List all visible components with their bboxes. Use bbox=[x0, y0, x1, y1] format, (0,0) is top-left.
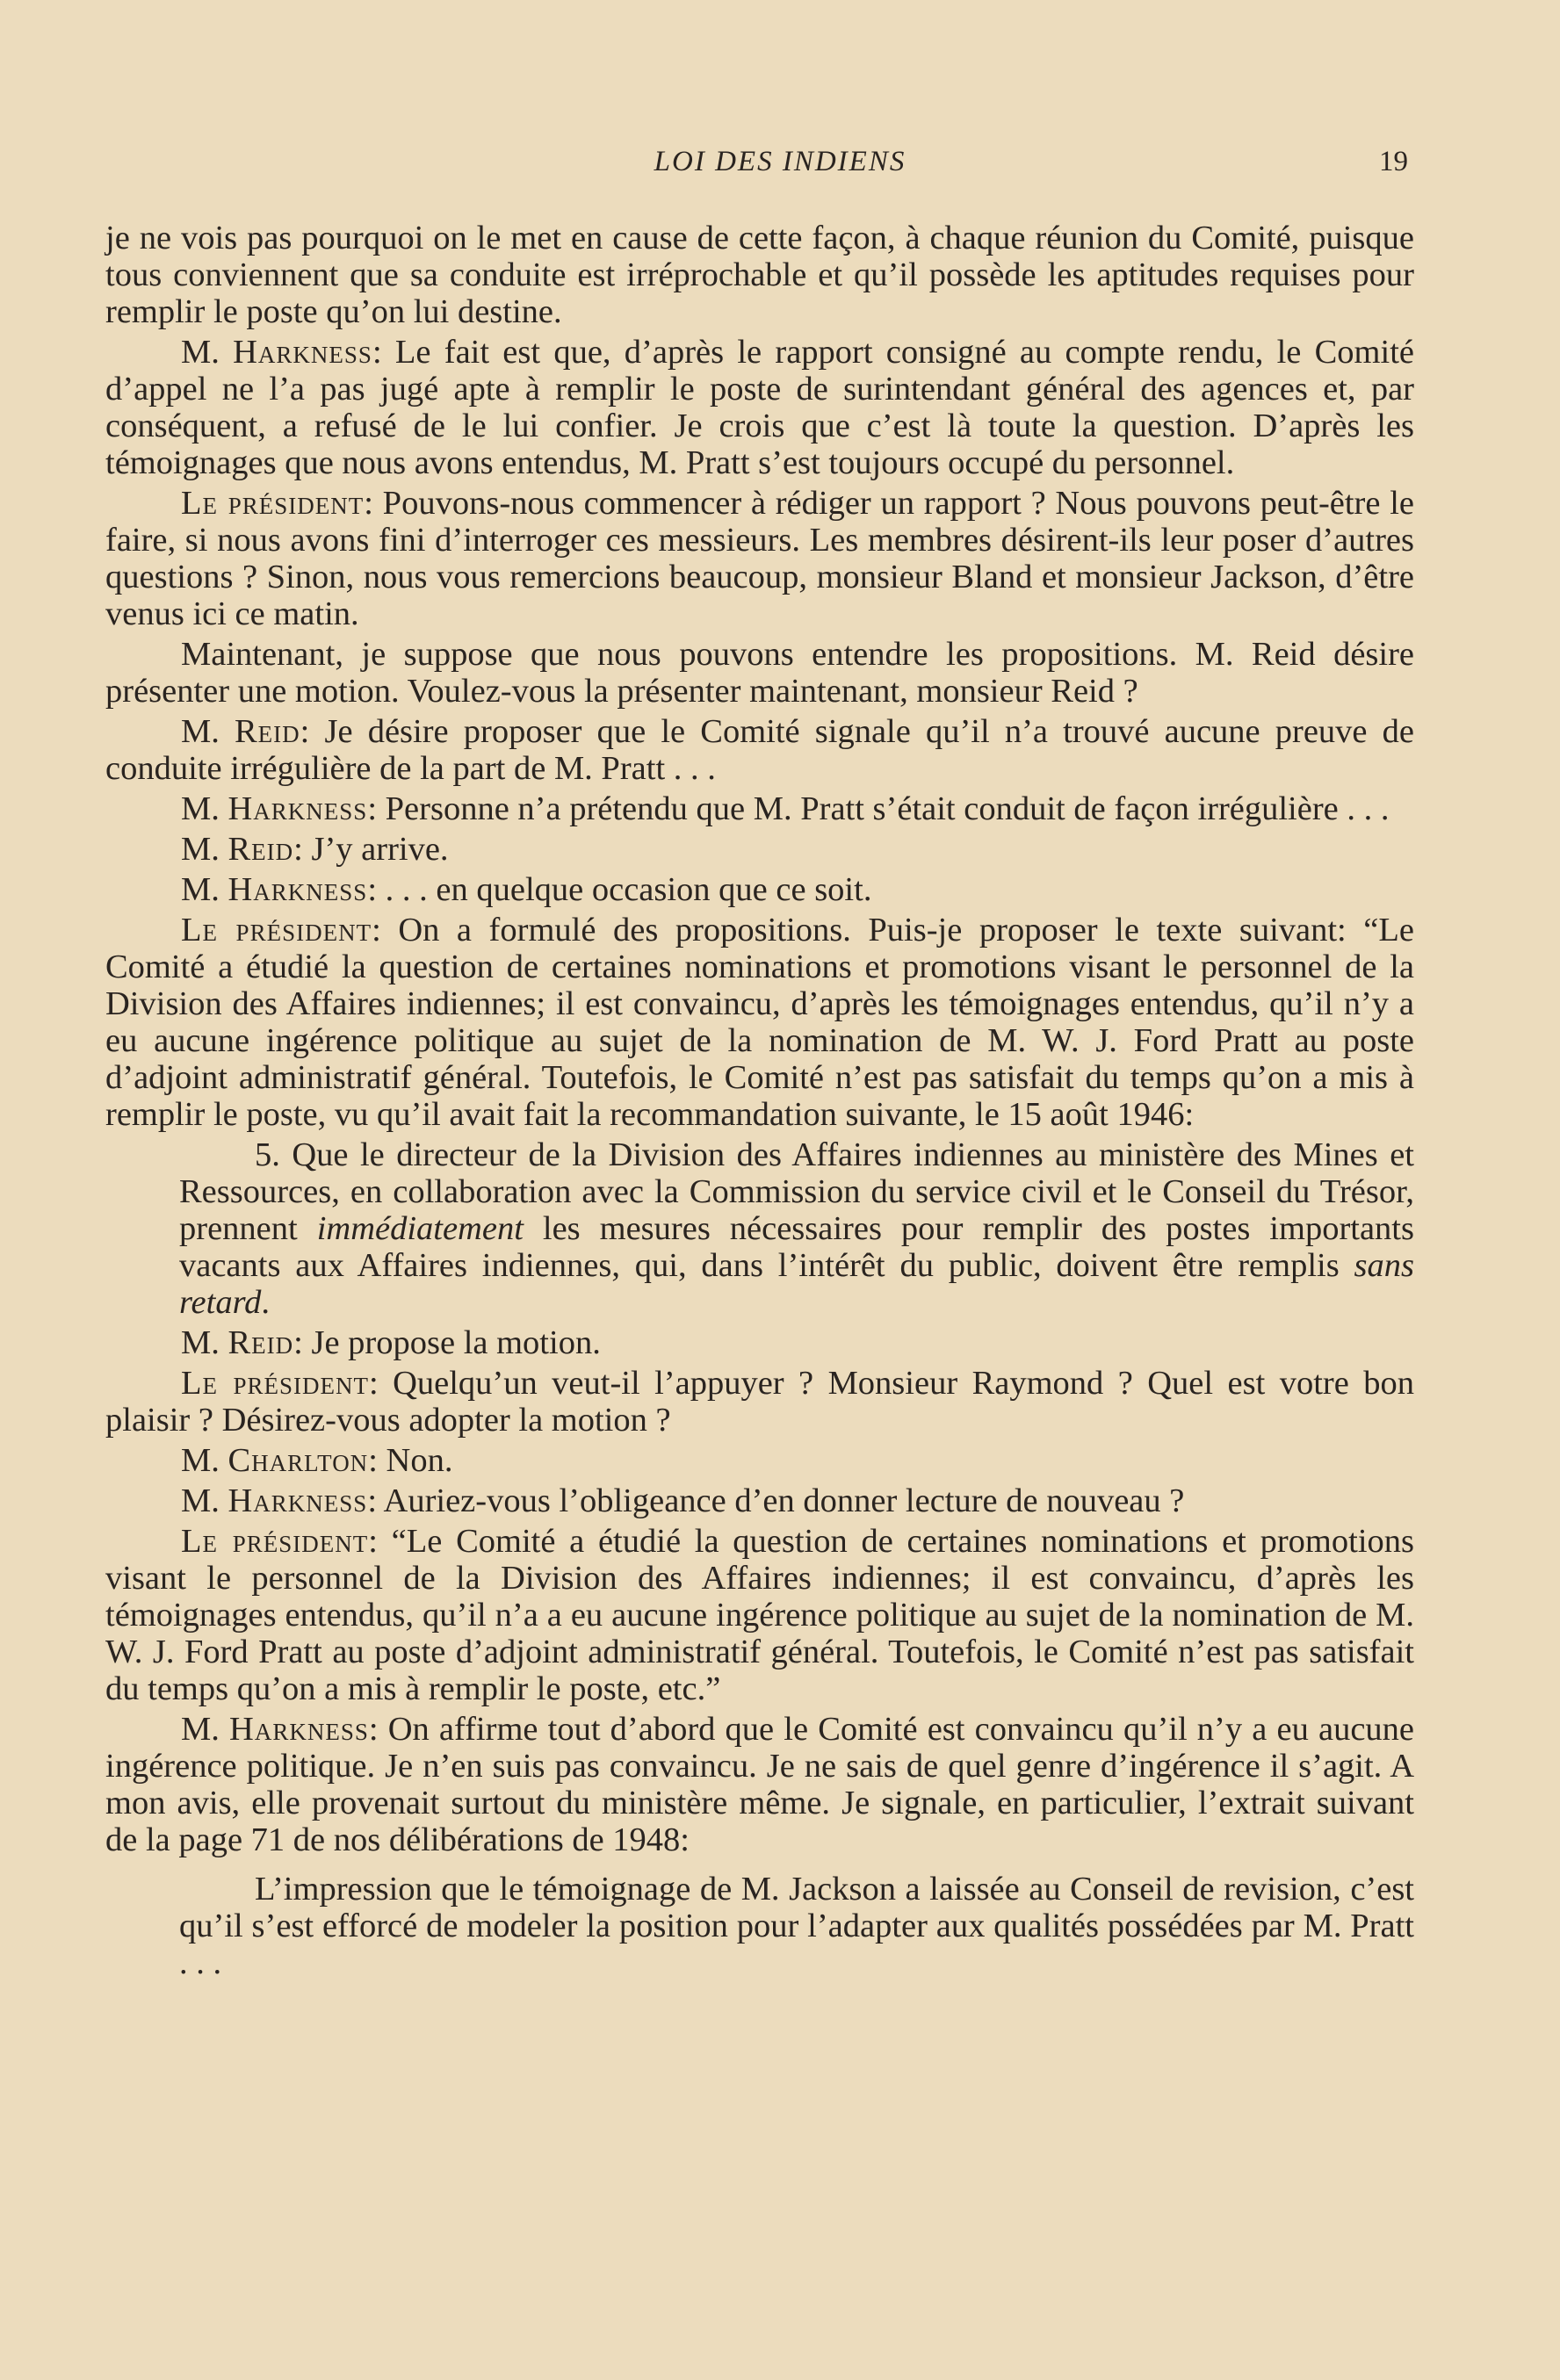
speaker-name: Reid bbox=[228, 831, 294, 868]
speaker-name: Harkness bbox=[228, 1482, 368, 1519]
paragraph-harkness-1: M. Harkness: Le fait est que, d’après le rapport consigné au compte rendu, le Comité d’appel ne l’a pas jugé apte à remplir le poste de surintendant général des agences et, par conséquent, a refusé de le lui confier. Je crois que c’est là toute la question. D’après les témoignages que nous avons entendus, M. Pratt s’est toujours occupé du personnel. bbox=[105, 334, 1414, 481]
quoted-recommendation: 5. Que le directeur de la Division des Affaires indiennes au ministère des Mines et Ressources, en collaboration avec la Commission du service civil et le Conseil du Trésor, prennent immédiatement les mesures nécessaires pour remplir des postes importants vacants aux Affaires indiennes, qui, dans l’intérêt du public, doivent être remplis sans retard. bbox=[179, 1136, 1414, 1321]
emphasis: sans retard bbox=[179, 1247, 1414, 1321]
speaker-name: Harkness bbox=[229, 1711, 369, 1748]
speaker-name: Harkness bbox=[233, 334, 372, 371]
paragraph-charlton: M. Charlton: Non. bbox=[181, 1442, 453, 1479]
paragraph-president-1: Le président: Pouvons-nous commencer à rédiger un rapport ? Nous pouvons peut-être le faire, si nous avons fini d’interroger ces messieurs. Les membres désirent-ils leur poser d’autres questions ? Sinon, nous vous remercions beaucoup, monsieur Bland et monsieur Jackson, d’être venus ici ce matin. bbox=[105, 485, 1414, 632]
speaker-name: Charlton bbox=[228, 1442, 369, 1479]
paragraph-president-3: Le président: On a formulé des propositions. Puis-je proposer le texte suivant: “Le Comité a étudié la question de certaines nominations et promotions visant le personnel de la Division des Affaires indiennes; il est convaincu, d’après les témoignages entendus, qu’il n’y a eu aucune ingérence politique au sujet de la nomination de M. W. J. Ford Pratt au poste d’adjoint administratif général. Toutefois, le Comité n’est pas satisfait du temps qu’on a mis à remplir le poste, vu qu’il avait fait la recommandation suivante, le 15 août 1946: bbox=[105, 912, 1414, 1133]
paragraph-reid-2: M. Reid: J’y arrive. bbox=[181, 831, 449, 868]
paragraph-reid-3: M. Reid: Je propose la motion. bbox=[181, 1324, 601, 1361]
paragraph-harkness-3: M. Harkness: . . . en quelque occasion que ce soit. bbox=[181, 871, 872, 908]
paragraph-harkness-5: M. Harkness: On affirme tout d’abord que le Comité est convaincu qu’il n’y a eu aucune ingérence politique. Je n’en suis pas convaincu. Je ne sais de quel genre d’ingérence il s’agit. A mon avis, elle provenait surtout du ministère même. Je signale, en particulier, l’extrait suivant de la page 71 de nos délibérations de 1948: bbox=[105, 1711, 1414, 1858]
speaker-name: Le président bbox=[181, 1365, 369, 1402]
body-text bbox=[105, 220, 1414, 1985]
page-number: 19 bbox=[1379, 146, 1408, 177]
speaker-name: Reid bbox=[228, 1324, 294, 1361]
paragraph-president-5: Le président: “Le Comité a étudié la question de certaines nominations et promotions visant le personnel de la Division des Affaires indiennes; il est convaincu, d’après les témoignages entendus, qu’il n’a a eu aucune ingérence politique au sujet de la nomination de M. W. J. Ford Pratt au poste d’adjoint administratif général. Toutefois, le Comité n’est pas satisfait du temps qu’on a mis à remplir le poste, etc.” bbox=[105, 1523, 1414, 1707]
speaker-name: Le président bbox=[181, 485, 365, 522]
speaker-name: Le président bbox=[181, 912, 372, 948]
paragraph-continuation: je ne vois pas pourquoi on le met en cause de cette façon, à chaque réunion du Comité, puisque tous conviennent que sa conduite est irréprochable et qu’il possède les aptitudes requises pour remplir le poste qu’on lui destine. bbox=[105, 220, 1414, 330]
quoted-extract: L’impression que le témoignage de M. Jackson a laissée au Conseil de revision, c’est qu’il s’est efforcé de modeler la position pour l’adapter aux qualités possédées par M. Pratt . . . bbox=[179, 1871, 1414, 1981]
paragraph-president-2: Maintenant, je suppose que nous pouvons entendre les propositions. M. Reid désire présenter une motion. Voulez-vous la présenter maintenant, monsieur Reid ? bbox=[105, 636, 1414, 710]
speaker-name: Reid bbox=[235, 713, 300, 750]
running-title: LOI DES INDIENS bbox=[654, 146, 906, 177]
speaker-name: Harkness bbox=[228, 871, 368, 908]
speaker-name: Le président bbox=[181, 1523, 369, 1560]
paragraph-harkness-4: M. Harkness: Auriez-vous l’obligeance d’en donner lecture de nouveau ? bbox=[181, 1482, 1185, 1519]
paragraph-harkness-2: M. Harkness: Personne n’a prétendu que M. Pratt s’était conduit de façon irrégulière . . . bbox=[181, 790, 1390, 827]
paragraph-reid-1: M. Reid: Je désire proposer que le Comité signale qu’il n’a trouvé aucune preuve de conduite irrégulière de la part de M. Pratt . . . bbox=[105, 713, 1415, 787]
speaker-name: Harkness bbox=[228, 790, 368, 827]
emphasis: immédiatement bbox=[316, 1210, 524, 1247]
paragraph-president-4: Le président: Quelqu’un veut-il l’appuyer ? Monsieur Raymond ? Quel est votre bon plaisir ? Désirez-vous adopter la motion ? bbox=[105, 1365, 1414, 1439]
